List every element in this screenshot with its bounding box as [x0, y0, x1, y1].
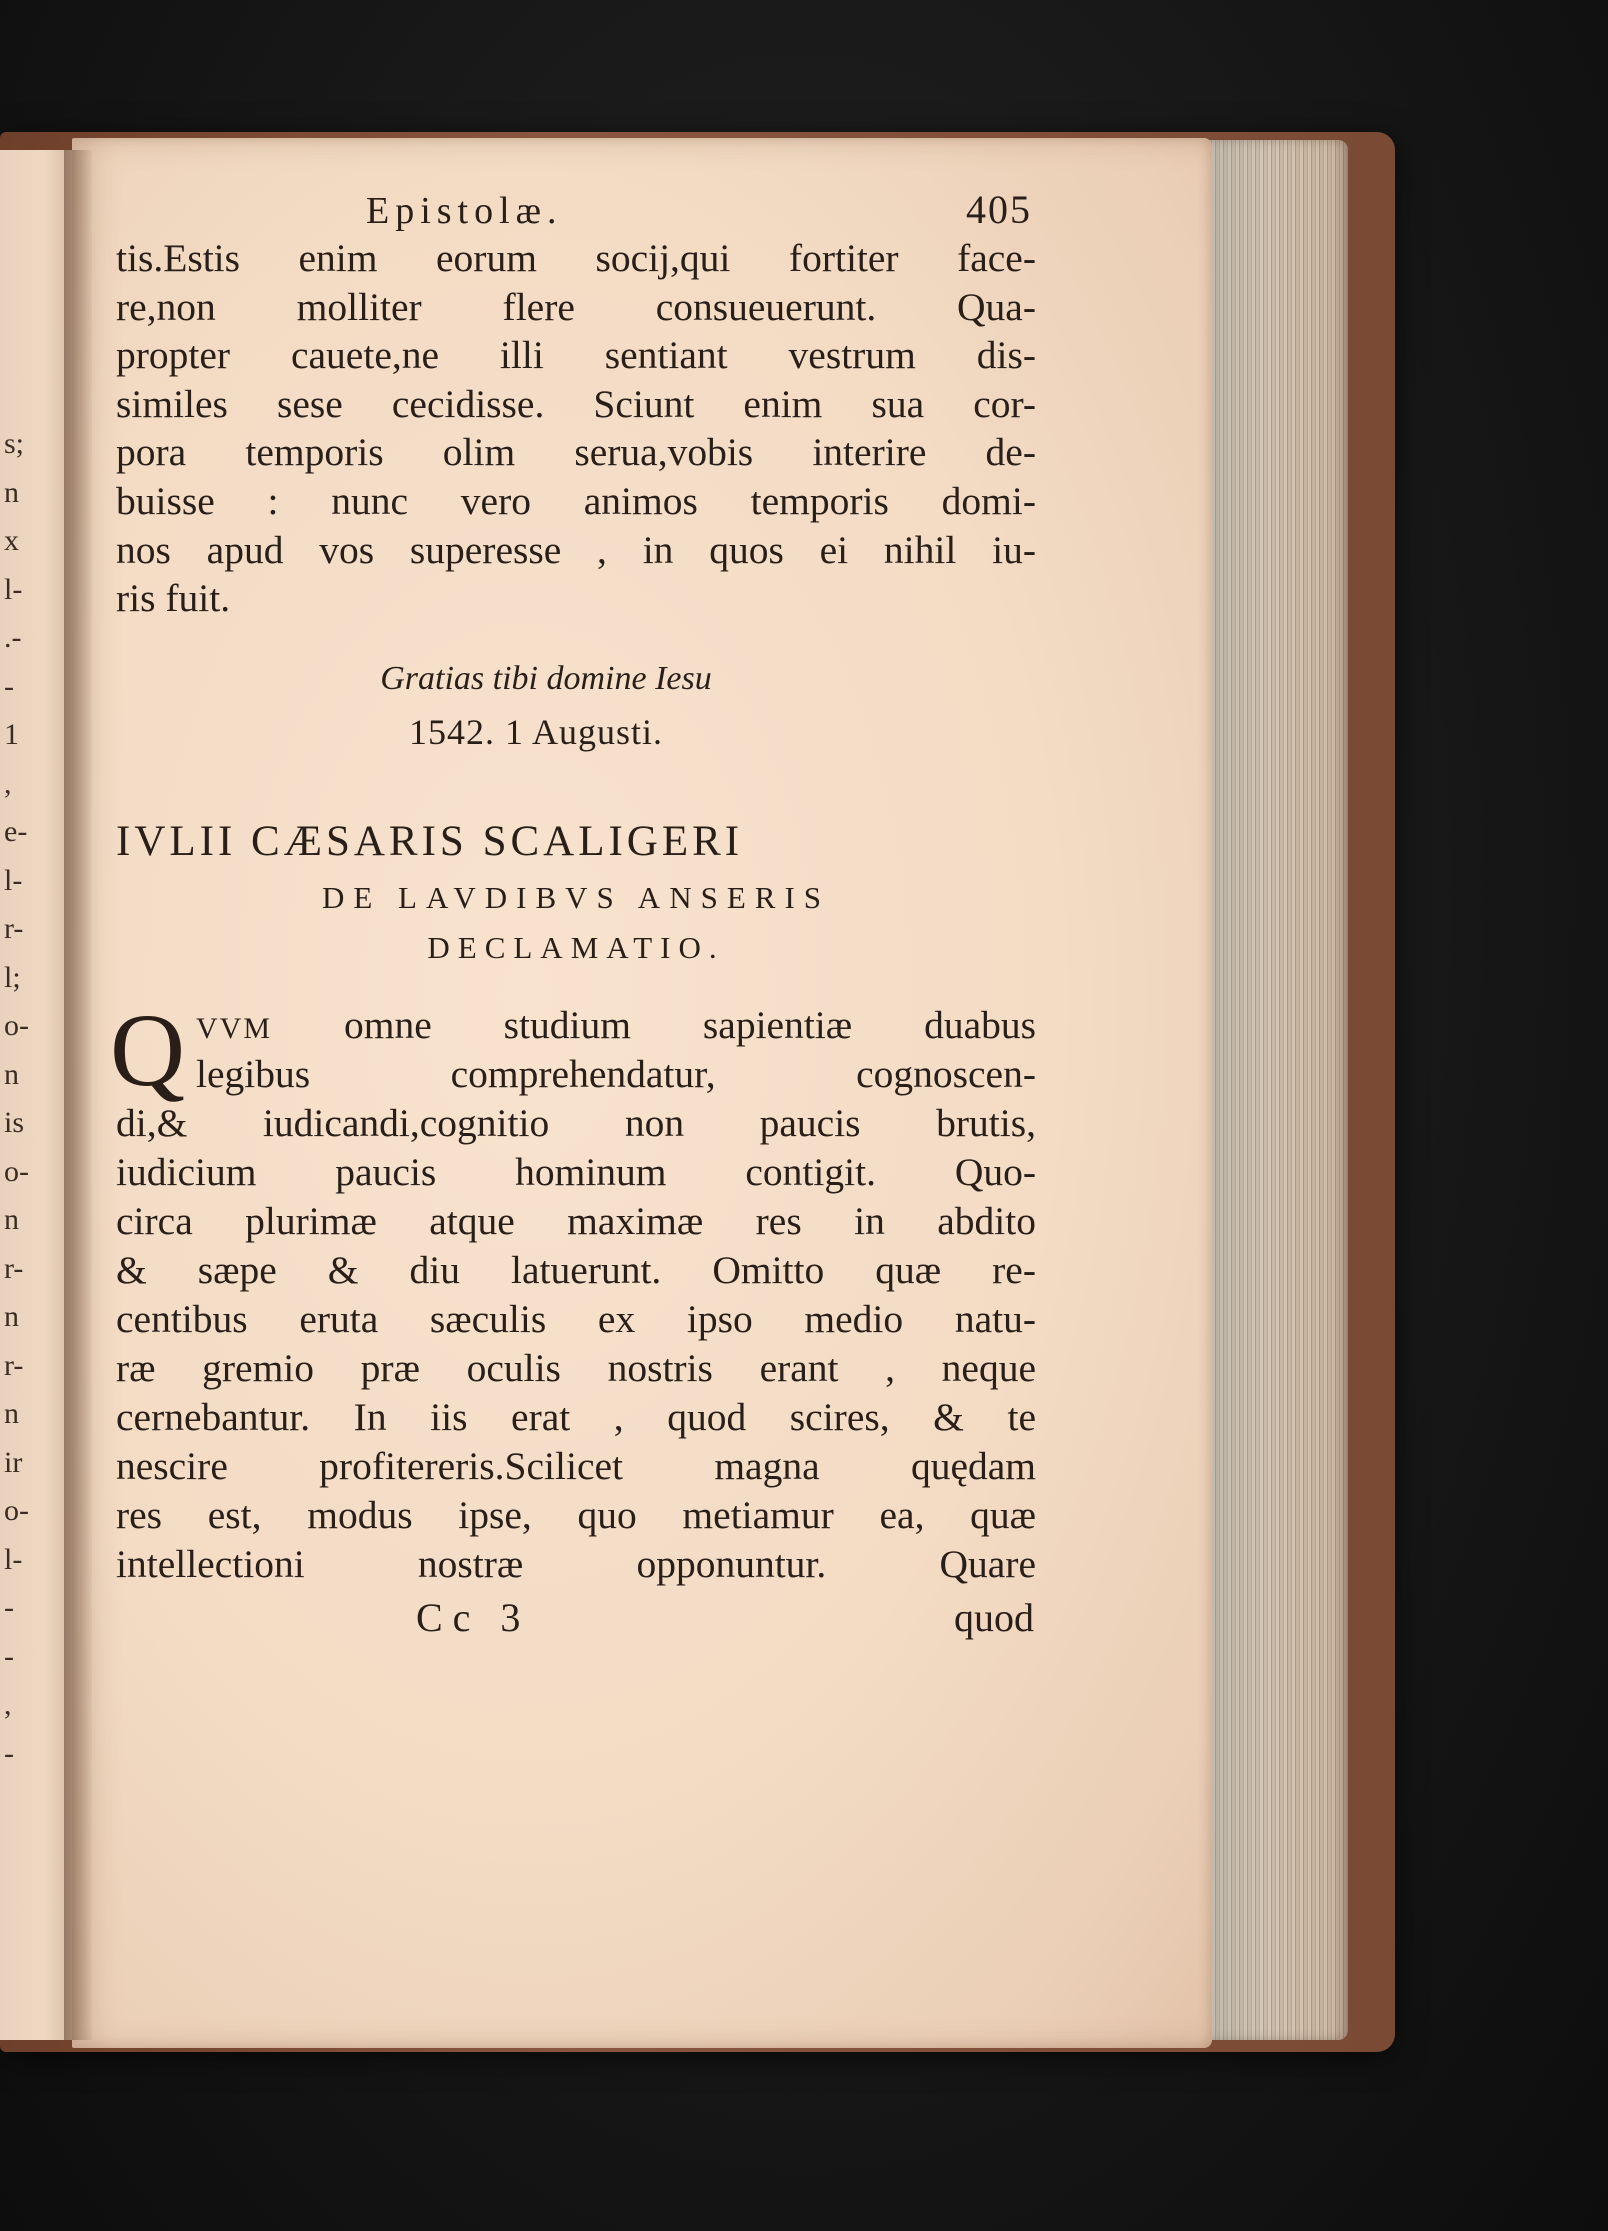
left-fragment: e-	[4, 815, 28, 848]
left-fragment: o-	[4, 1494, 29, 1527]
text-block	[110, 186, 1036, 1643]
left-fragment: l-	[4, 863, 23, 897]
text-line: pora temporis olim serua,vobis interire de-	[116, 430, 1036, 475]
left-fragment: ,	[4, 766, 12, 800]
gutter-shadow	[64, 150, 92, 2040]
date-line: 1542. 1 Augusti.	[408, 711, 664, 752]
text-line: buisse : nunc vero animos temporis domi-	[116, 478, 1036, 523]
left-fragment: l-	[4, 572, 23, 606]
paragraph-line: di,& iudicandi,cognitio non paucis brutis,	[116, 1100, 1036, 1145]
left-page-text-fragments	[4, 420, 64, 1778]
left-fragment: l-	[4, 1542, 23, 1576]
catchword: quod	[954, 1594, 1034, 1640]
paragraph-line: res est, modus ipse, quo metiamur ea, quæ	[116, 1492, 1036, 1537]
left-fragment: ,	[4, 1688, 12, 1721]
paragraph-line: ræ gremio præ oculis nostris erant , neque	[116, 1345, 1036, 1390]
left-fragment: x	[4, 524, 19, 557]
text-line: tis.Estis enim eorum socij,qui fortiter face-	[116, 236, 1036, 280]
paragraph-line: cernebantur. In iis erat , quod scires, & te	[116, 1394, 1036, 1439]
left-fragment: l;	[4, 960, 21, 994]
declamation-paragraph	[110, 992, 1036, 1589]
left-fragment: -	[4, 669, 14, 703]
heading-author: IVLII CÆSARIS SCALIGERI	[116, 817, 744, 865]
paragraph-line: nescire profitereris.Scilicet magna quędam	[116, 1443, 1036, 1488]
left-fragment: o-	[4, 1154, 29, 1188]
paragraph-line: legibus comprehendatur, cognoscen-	[196, 1051, 1036, 1096]
text-line: similes sese cecidisse. Sciunt enim sua cor-	[116, 381, 1036, 426]
left-fragment: r-	[4, 1348, 24, 1382]
left-fragment: s;	[4, 427, 25, 460]
left-fragment: -	[4, 1591, 14, 1624]
text-line: propter cauete,ne illi sentiant vestrum dis-	[116, 333, 1036, 378]
left-page	[0, 150, 74, 2040]
drop-cap: Q	[110, 992, 186, 1108]
page-block-tint	[1208, 140, 1348, 2040]
left-fragment: n	[4, 1057, 19, 1091]
text-line: nos apud vos superesse , in quos ei nihil iu-	[116, 527, 1036, 572]
opening-smallcaps: VVM	[196, 1011, 273, 1045]
page-number: 405	[966, 187, 1032, 232]
text-line: re,non molliter flere consueuerunt. Qua-	[116, 284, 1036, 329]
left-fragment: .-	[4, 621, 22, 654]
left-fragment: n	[4, 475, 19, 509]
paragraph-line: circa plurimæ atque maximæ res in abdito	[116, 1198, 1036, 1243]
left-fragment: is	[4, 1106, 25, 1139]
left-fragment: n	[4, 1203, 19, 1236]
left-fragment: o-	[4, 1009, 29, 1042]
paragraph-line: & sæpe & diu latuerunt. Omitto quæ re-	[116, 1247, 1036, 1292]
text-line: ris fuit.	[116, 576, 231, 621]
left-fragment: ir	[4, 1445, 23, 1479]
running-head-title: Epistolæ.	[366, 190, 563, 232]
signature-mark: Cc 3	[416, 1594, 531, 1640]
colophon: Gratias tibi domine Iesu	[380, 659, 712, 697]
paragraph-line: intellectioni nostræ opponuntur. Quare	[116, 1541, 1036, 1586]
heading-genre: DECLAMATIO.	[427, 929, 725, 965]
left-fragment: -	[4, 1736, 14, 1770]
left-fragment: -	[4, 1639, 14, 1673]
left-fragment: n	[4, 1397, 19, 1430]
right-page	[72, 138, 1212, 2048]
running-head	[366, 186, 1032, 234]
paragraph-line: iudicium paucis hominum contigit. Quo-	[116, 1149, 1036, 1194]
heading-subject: DE LAVDIBVS ANSERIS	[321, 879, 831, 915]
left-fragment: r-	[4, 912, 24, 945]
footer-line	[116, 1593, 1036, 1643]
left-fragment: 1	[4, 718, 19, 751]
continued-text	[116, 234, 1036, 623]
paragraph-line	[116, 1001, 1036, 1050]
left-fragment: r-	[4, 1251, 24, 1285]
paragraph-line: centibus eruta sæculis ex ipso medio natu-	[116, 1296, 1036, 1341]
paragraph-line-text: omne studium sapientiæ duabus	[272, 1002, 1036, 1047]
left-fragment: n	[4, 1300, 19, 1333]
